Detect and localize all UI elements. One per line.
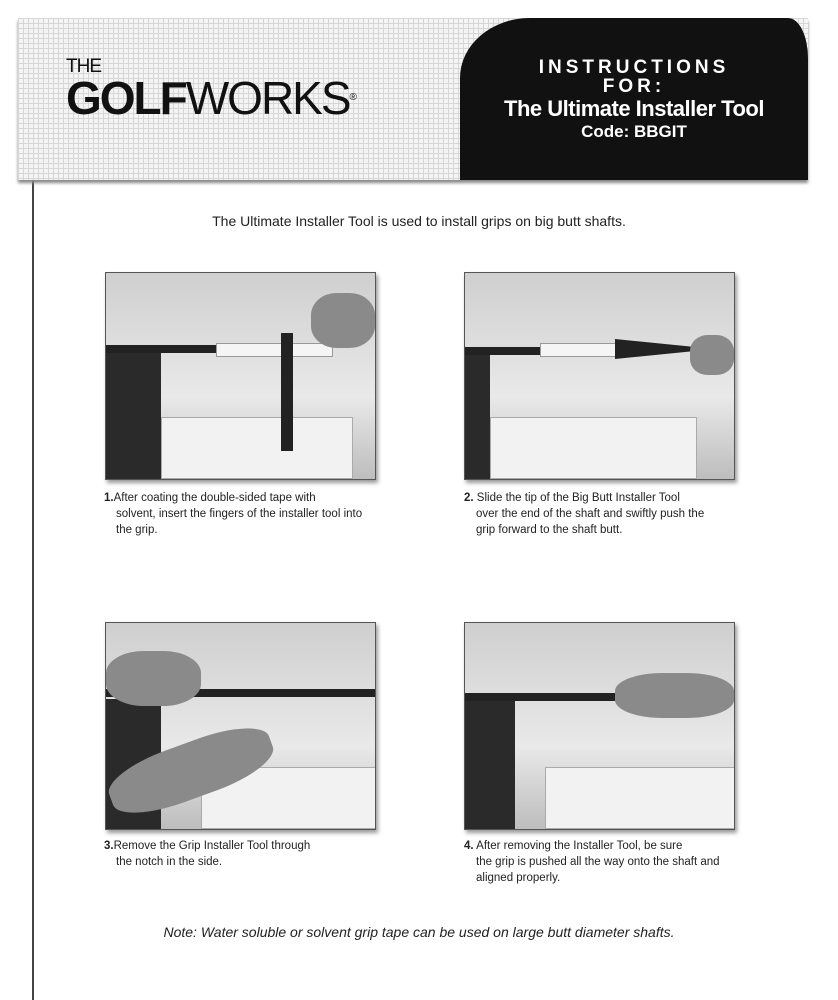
product-title: The Ultimate Installer Tool — [504, 96, 764, 121]
step-2-caption: 2. Slide the tip of the Big Butt Installer Tool over the end of the shaft and swiftly push the grip forward to the shaft butt. — [464, 492, 705, 536]
step-2-photo — [464, 272, 735, 480]
title-block — [460, 18, 808, 180]
logo-works: WORKS — [185, 72, 350, 124]
step-3-caption: 3.Remove the Grip Installer Tool through the notch in the side. — [104, 840, 311, 868]
logo-registered: ® — [349, 92, 355, 103]
logo-the: THE — [66, 56, 101, 77]
golfworks-logo — [66, 56, 355, 124]
instructions-for: FOR: — [602, 76, 666, 97]
step-1-caption: 1.After coating the double-sided tape with solvent, insert the fingers of the installer tool into the grip. — [104, 492, 363, 536]
margin-line — [32, 40, 34, 1000]
step-4-caption: 4. After removing the Installer Tool, be sure the grip is pushed all the way onto the shaft and aligned properly. — [464, 840, 720, 884]
product-code: Code: BBGIT — [581, 122, 687, 141]
note-text: Note: Water soluble or solvent grip tape can be used on large butt diameter shafts. — [163, 924, 675, 940]
step-3-photo — [105, 622, 376, 830]
intro-text: The Ultimate Installer Tool is used to install grips on big butt shafts. — [212, 213, 626, 229]
logo-golf: GOLF — [66, 72, 186, 124]
step-4-photo — [464, 622, 735, 830]
step-1-photo — [105, 272, 376, 480]
instructions-heading: INSTRUCTIONS — [538, 57, 730, 78]
